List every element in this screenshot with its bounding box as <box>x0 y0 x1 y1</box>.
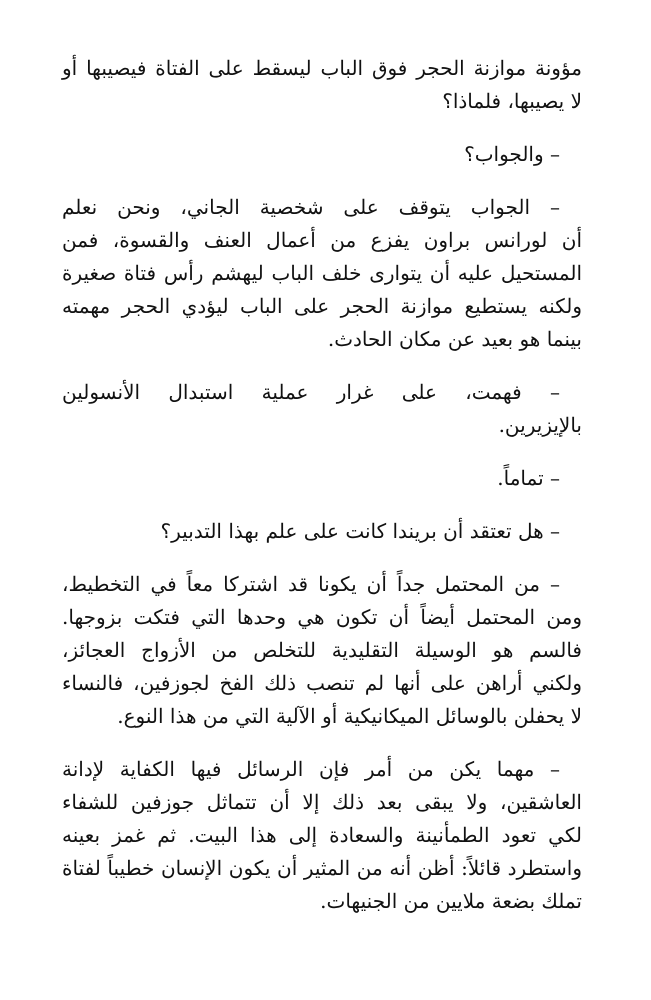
text-line: واستطرد قائلاً: أظن أنه من المثير أن يكون الإنسان خطيباً لفتاة <box>62 856 582 880</box>
text-line: تملك بضعة ملايين من الجنيهات. <box>320 889 582 913</box>
text-line: – الجواب يتوقف على شخصية الجاني، ونحن نعلم <box>62 195 560 219</box>
text-line: – والجواب؟ <box>464 142 560 166</box>
paragraph-8 <box>62 753 582 918</box>
paragraph-5 <box>62 462 582 495</box>
text-line: فالسم هو الوسيلة التقليدية للتخلص من الأزواج العجائز، <box>62 638 582 662</box>
text-line: لكي تعود الطمأنينة والسعادة إلى هذا البيت. ثم غمز بعينه <box>62 823 582 847</box>
book-page <box>62 52 582 938</box>
paragraph-3 <box>62 191 582 356</box>
text-line: المستحيل عليه أن يتوارى خلف الباب ليهشم رأس فتاة صغيرة <box>62 261 582 285</box>
text-line: – هل تعتقد أن بريندا كانت على علم بهذا التدبير؟ <box>160 519 560 543</box>
text-line: لا يحفلن بالوسائل الميكانيكية أو الآلية التي من هذا النوع. <box>117 704 582 728</box>
text-line: ومن المحتمل أيضاً أن تكون هي وحدها التي فتكت بزوجها. <box>62 605 582 629</box>
text-line: ولكني أراهن على أنها لم تنصب ذلك الفخ لجوزفين، فالنساء <box>62 671 582 695</box>
paragraph-6 <box>62 515 582 548</box>
text-line: بينما هو بعيد عن مكان الحادث. <box>327 327 582 351</box>
text-line: العاشقين، ولا يبقى بعد ذلك إلا أن تتماثل جوزفين للشفاء <box>62 790 582 814</box>
text-line: – مهما يكن من أمر فإن الرسائل فيها الكفاية لإدانة <box>62 757 560 781</box>
text-line: – تماماً. <box>497 466 560 490</box>
text-line: بالإيزيرين. <box>498 413 582 437</box>
text-line: ولكنه يستطيع موازنة الحجر على الباب ليؤدي الحجر مهمته <box>62 294 582 318</box>
text-line: أن لورانس براون يفزع من أعمال العنف والقسوة، فمن <box>62 228 582 252</box>
text-line: لا يصيبها، فلماذا؟ <box>442 89 582 113</box>
text-line: – من المحتمل جداً أن يكونا قد اشتركا معاً في التخطيط، <box>62 572 560 596</box>
paragraph-7 <box>62 568 582 733</box>
paragraph-1 <box>62 52 582 118</box>
paragraph-4 <box>62 376 582 442</box>
text-line: – فهمت، على غرار عملية استبدال الأنسولين <box>62 380 560 404</box>
text-line: مؤونة موازنة الحجر فوق الباب ليسقط على الفتاة فيصيبها أو <box>62 56 582 80</box>
paragraph-2 <box>62 138 582 171</box>
